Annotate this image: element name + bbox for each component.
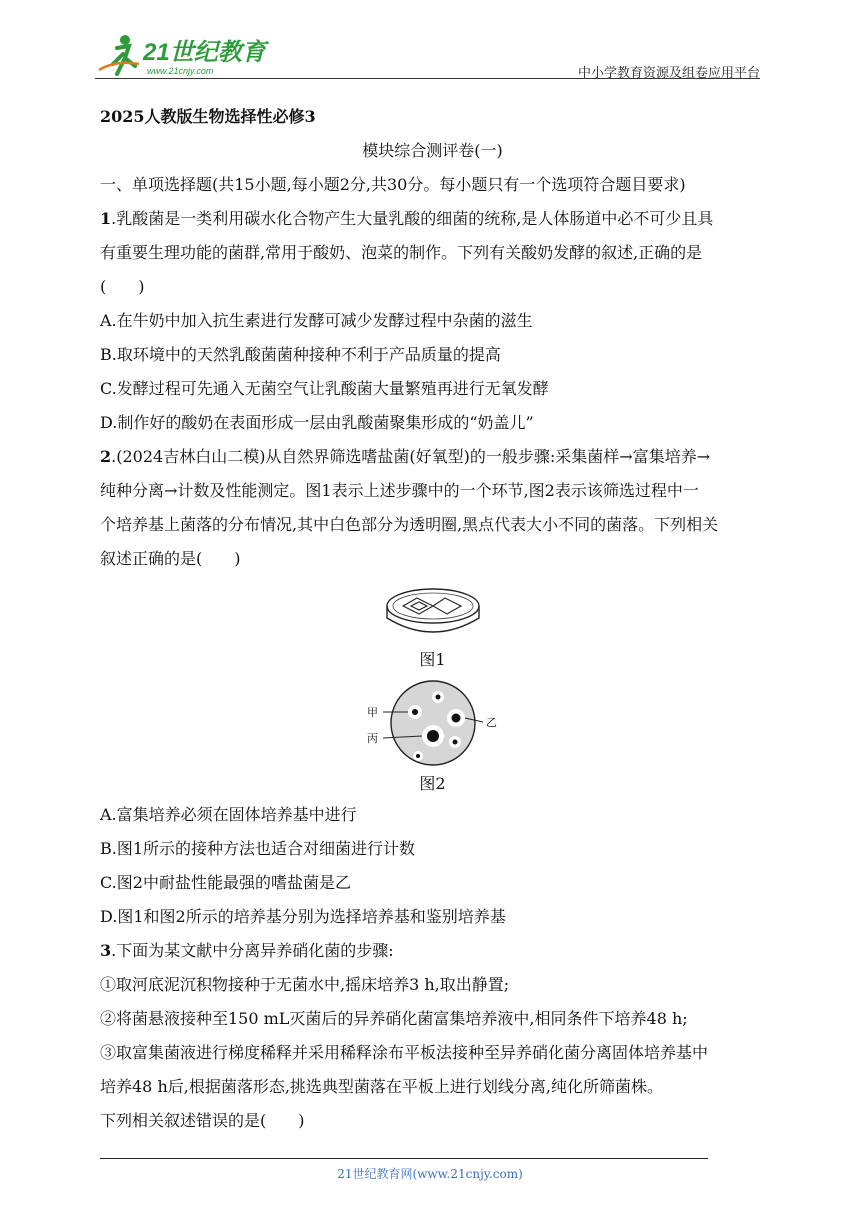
section-heading: 一、单项选择题(共15小题,每小题2分,共30分。每小题只有一个选项符合题目要求) bbox=[100, 175, 686, 194]
step-1: ①取河底泥沉积物接种于无菌水中,摇床培养3 h,取出静置; bbox=[100, 975, 510, 994]
footer-divider bbox=[100, 1158, 708, 1159]
question-number: 1 bbox=[100, 209, 112, 228]
question-text: .(2024吉林白山二模)从自然界筛选嗜盐菌(好氧型)的一般步骤:采集菌样→富集培养→ bbox=[111, 447, 711, 466]
answer-blank: ( ) bbox=[100, 277, 145, 296]
doc-top-title: 2025人教版生物选择性必修3 bbox=[100, 107, 316, 126]
question-text: 个培养基上菌落的分布情况,其中白色部分为透明圈,黑点代表大小不同的菌落。下列相关 bbox=[100, 515, 719, 534]
doc-subtitle: 模块综合测评卷(一) bbox=[362, 141, 503, 160]
question-3 bbox=[100, 934, 765, 1138]
question-text: 叙述正确的是( ) bbox=[100, 549, 241, 568]
document-body bbox=[100, 100, 765, 1138]
step-3: ③取富集菌液进行梯度稀释并采用稀释涂布平板法接种至异养硝化菌分离固体培养基中 bbox=[100, 1043, 709, 1062]
figure-2 bbox=[100, 680, 765, 770]
step-3-continued: 培养48 h后,根据菌落形态,挑选典型菌落在平板上进行划线分离,纯化所筛菌株。 bbox=[100, 1077, 664, 1096]
question-number: 3 bbox=[100, 941, 112, 960]
question-text: .乳酸菌是一类利用碳水化合物产生大量乳酸的细菌的统称,是人体肠道中必不可少且具 bbox=[111, 209, 714, 228]
option-a: A.在牛奶中加入抗生素进行发酵可减少发酵过程中杂菌的滋生 bbox=[100, 311, 533, 330]
option-d: D.图1和图2所示的培养基分别为选择培养基和鉴别培养基 bbox=[100, 907, 506, 926]
question-text: 纯种分离→计数及性能测定。图1表示上述步骤中的一个环节,图2表示该筛选过程中一 bbox=[100, 481, 699, 500]
option-b: B.图1所示的接种方法也适合对细菌进行计数 bbox=[100, 839, 416, 858]
question-1 bbox=[100, 202, 765, 440]
question-text: .下面为某文献中分离异养硝化菌的步骤: bbox=[111, 941, 394, 960]
logo bbox=[95, 30, 275, 80]
option-c: C.图2中耐盐性能最强的嗜盐菌是乙 bbox=[100, 873, 351, 892]
option-d: D.制作好的酸奶在表面形成一层由乳酸菌聚集形成的“奶盖儿” bbox=[100, 413, 534, 432]
header-divider bbox=[95, 78, 760, 79]
figure-1 bbox=[100, 584, 765, 646]
culture-plate-colonies-illustration bbox=[363, 680, 503, 766]
option-c: C.发酵过程可先通入无菌空气让乳酸菌大量繁殖再进行无氧发酵 bbox=[100, 379, 549, 398]
step-2: ②将菌悬液接种至150 mL灭菌后的异养硝化菌富集培养液中,相同条件下培养48 h; bbox=[100, 1009, 688, 1028]
header-right-text: 中小学教育资源及组卷应用平台 bbox=[577, 66, 760, 81]
question-text: 有重要生理功能的菌群,常用于酸奶、泡菜的制作。下列有关酸奶发酵的叙述,正确的是 bbox=[100, 243, 703, 262]
label-yi: 乙 bbox=[485, 716, 497, 729]
runner-icon bbox=[99, 35, 139, 74]
label-jia: 甲 bbox=[366, 706, 378, 719]
footer-text: 21世纪教育网(www.21cnjy.com) bbox=[337, 1167, 523, 1181]
option-a: A.富集培养必须在固体培养基中进行 bbox=[100, 805, 357, 824]
question-prompt: 下列相关叙述错误的是( ) bbox=[100, 1111, 305, 1130]
question-2 bbox=[100, 440, 765, 934]
label-bing: 丙 bbox=[366, 732, 378, 745]
page-header bbox=[95, 30, 760, 80]
question-number: 2 bbox=[100, 447, 112, 466]
logo-text: 21世纪教育 bbox=[143, 39, 266, 66]
logo-url: www.21cnjy.com bbox=[147, 66, 214, 76]
petri-dish-streak-illustration bbox=[383, 584, 483, 642]
figure-2-caption: 图2 bbox=[419, 774, 446, 793]
option-b: B.取环境中的天然乳酸菌菌种接种不利于产品质量的提高 bbox=[100, 345, 501, 364]
figure-1-caption: 图1 bbox=[419, 650, 446, 669]
